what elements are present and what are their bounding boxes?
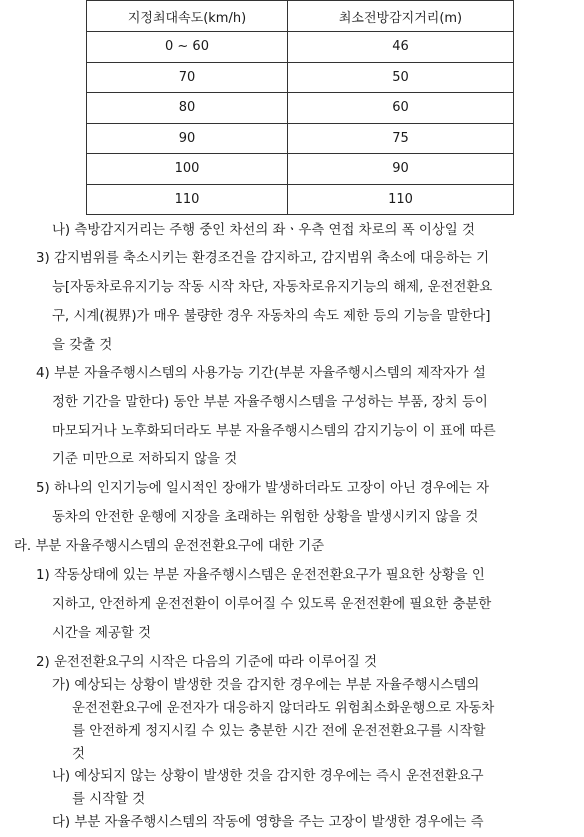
text-line: 동차의 안전한 운행에 지장을 초래하는 위험한 상황을 발생시키지 않을 것 (52, 510, 479, 525)
text-line: 5) 하나의 인지기능에 일시적인 장애가 발생하더라도 고장이 아닌 경우에는 자 (36, 481, 490, 496)
text-line: 지하고, 안전하게 운전전환이 이루어질 수 있도록 운전전환에 필요한 충분한 (52, 597, 492, 612)
text-line: 를 안전하게 정지시킬 수 있는 충분한 시간 전에 운전전환요구를 시작할 (72, 723, 486, 739)
text-line: 나) 측방감지거리는 주행 중인 차선의 좌ㆍ우측 연접 차로의 폭 이상일 것 (52, 223, 475, 238)
table-cell: 75 (288, 123, 514, 154)
text-line: 4) 부분 자율주행시스템의 사용가능 기간(부분 자율주행시스템의 제작자가 설 (36, 366, 486, 381)
table-cell: 100 (87, 154, 288, 185)
table-cell: 50 (288, 62, 514, 93)
table-row (87, 32, 514, 63)
text-line: 을 갖출 것 (52, 338, 113, 353)
header-min-front-distance: 최소전방감지거리(m) (288, 1, 514, 32)
table-cell: 46 (288, 32, 514, 63)
table-row (87, 62, 514, 93)
text-line: 2) 운전전환요구의 시작은 다음의 기준에 따라 이루어질 것 (36, 655, 378, 670)
text-line: 운전전환요구에 운전자가 대응하지 않더라도 위험최소화운행으로 자동차 (72, 700, 495, 716)
section-heading: 라. 부분 자율주행시스템의 운전전환요구에 대한 기준 (14, 539, 325, 554)
text-line: 3) 감지범위를 축소시키는 환경조건을 감지하고, 감지범위 축소에 대응하는 기 (36, 251, 490, 266)
table-cell: 110 (87, 184, 288, 215)
text-line: 마모되거나 노후화되더라도 부분 자율주행시스템의 감지기능이 이 표에 따른 (52, 424, 496, 439)
table-header-row (87, 1, 514, 32)
text-line: 시간을 제공할 것 (52, 626, 152, 641)
text-line: 기준 미만으로 저하되지 않을 것 (52, 452, 238, 467)
text-line: 가) 예상되는 상황이 발생한 것을 감지한 경우에는 부분 자율주행시스템의 (52, 677, 480, 693)
text-line: 능[자동차로유지기능 작동 시작 차단, 자동차로유지기능의 해제, 운전전환요 (52, 280, 493, 295)
table-cell: 70 (87, 62, 288, 93)
text-line: 1) 작동상태에 있는 부분 자율주행시스템은 운전전환요구가 필요한 상황을 인 (36, 568, 485, 583)
table-cell: 60 (288, 93, 514, 124)
text-line: 를 시작할 것 (72, 792, 146, 808)
table-cell: 80 (87, 93, 288, 124)
header-max-speed: 지정최대속도(km/h) (87, 1, 288, 32)
table-cell: 0 ~ 60 (87, 32, 288, 63)
table-row (87, 154, 514, 185)
table-cell: 90 (288, 154, 514, 185)
text-line: 다) 부분 자율주행시스템의 작동에 영향을 주는 고장이 발생한 경우에는 즉 (52, 815, 484, 831)
table-cell: 110 (288, 184, 514, 215)
table-cell: 90 (87, 123, 288, 154)
text-line: 나) 예상되지 않는 상황이 발생한 것을 감지한 경우에는 즉시 운전전환요구 (52, 769, 484, 785)
text-line: 정한 기간을 말한다) 동안 부분 자율주행시스템을 구성하는 부품, 장치 등이 (52, 395, 488, 410)
text-line: 것 (72, 746, 85, 762)
text-line: 구, 시계(視界)가 매우 불량한 경우 자동차의 속도 제한 등의 기능을 말한다] (52, 309, 491, 324)
table-row (87, 184, 514, 215)
table-row (87, 123, 514, 154)
sensing-distance-table (86, 0, 514, 215)
table-row (87, 93, 514, 124)
